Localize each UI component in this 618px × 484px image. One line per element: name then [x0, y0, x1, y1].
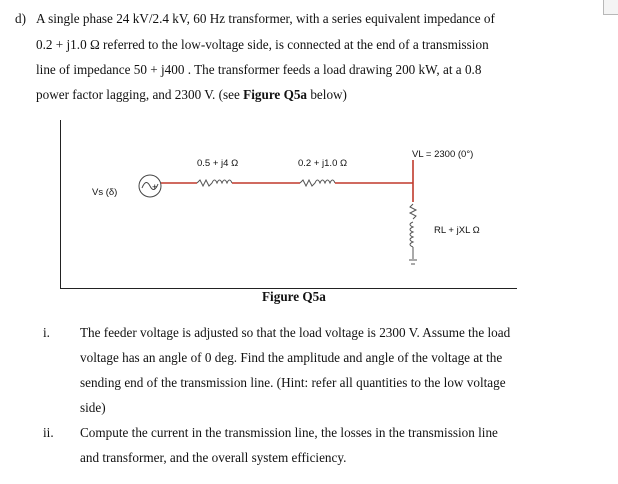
line-impedance-symbol [197, 180, 232, 186]
load-impedance-label: RL + jXL Ω [434, 225, 480, 236]
question-line-1: A single phase 24 kV/2.4 kV, 60 Hz transformer, with a series equivalent impedance of [36, 11, 495, 26]
question-line-3: line of impedance 50 + j400 . The transformer feeds a load drawing 200 kW, at a 0.8 [36, 62, 482, 77]
subquestion-num-1: i. [43, 325, 50, 340]
line-impedance-label: 0.5 + j4 Ω [197, 158, 239, 169]
subquestion-1-line-4: side) [80, 400, 106, 415]
source-label: Vs (δ) [92, 187, 118, 198]
transformer-impedance-label: 0.2 + j1.0 Ω [298, 158, 348, 169]
subquestion-1-line-3: sending end of the transmission line. (Hint: refer all quantities to the low voltage [80, 375, 506, 390]
question-line-4-tail: below) [307, 87, 347, 102]
question-line-4-text: power factor lagging, and 2300 V. (see [36, 87, 244, 102]
transformer-impedance-symbol [300, 180, 335, 186]
load-voltage-label: VL = 2300 (0°) [412, 149, 474, 160]
figure-reference: Figure Q5a [243, 87, 308, 102]
subquestion-1-line-2: voltage has an angle of 0 deg. Find the amplitude and angle of the voltage at the [80, 350, 503, 365]
question-label: d) [15, 11, 26, 26]
subquestion-1-line-1: The feeder voltage is adjusted so that the load voltage is 2300 V. Assume the load [80, 325, 511, 340]
subquestion-num-2: ii. [43, 425, 54, 440]
subquestion-2-line-1: Compute the current in the transmission line, the losses in the transmission line [80, 425, 498, 440]
question-line-2: 0.2 + j1.0 Ω referred to the low-voltage side, is connected at the end of a transmission [36, 37, 489, 52]
figure-caption: Figure Q5a [262, 289, 326, 304]
source-plus: + [152, 182, 158, 193]
subquestion-2-line-2: and transformer, and the overall system efficiency. [80, 450, 347, 465]
load-impedance-symbol [409, 204, 417, 264]
